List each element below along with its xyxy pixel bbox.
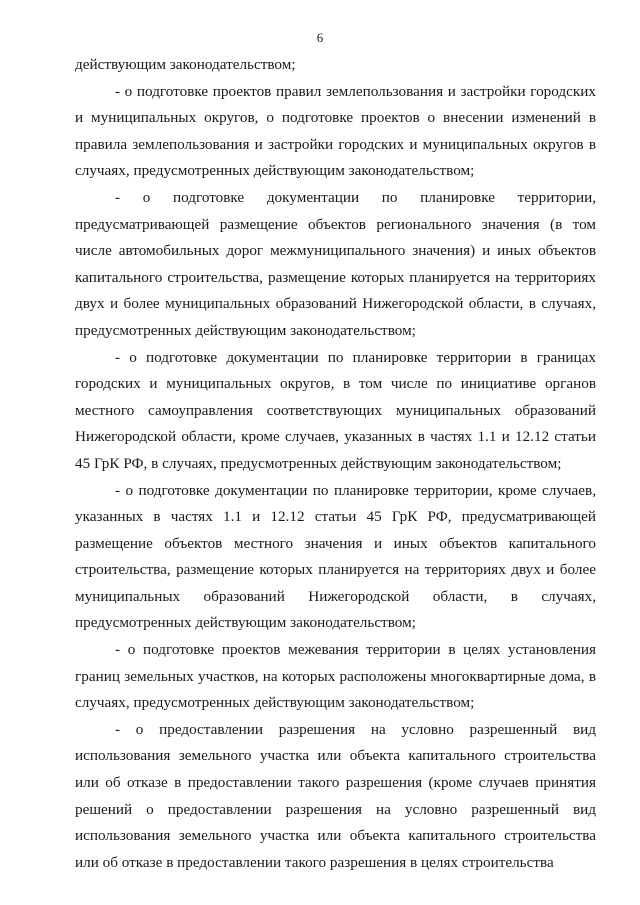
page-number: 6 — [316, 30, 324, 45]
document-body — [75, 52, 596, 876]
paragraph-continuation: действующим законодательством; — [75, 56, 296, 73]
paragraph-local-planning: - о подготовке документации по планировке территории, кроме случаев, указанных в частях 1.1 и 12.12 статьи 45 ГрК РФ, предусматривающей размещение объектов местного значения и иных объектов капитального строительства, размещение которых планируется на территориях двух и более муниципальных образований Нижегородской области, в случаях, предусмотренных действующим законодательством; — [75, 481, 596, 632]
paragraph-district-planning: - о подготовке документации по планировке территории в границах городских и муниципальных округов, в том числе по инициативе органов местного самоуправления соответствующих муниципальных образований Нижегородской области, кроме случаев, указанных в частях 1.1 и 12.12 статьи 45 ГрК РФ, в случаях, предусмотренных действующим законодательством; — [75, 348, 596, 472]
paragraph-land-use-rules: - о подготовке проектов правил землепользования и застройки городских и муниципальных округов, о подготовке проектов о внесении изменений в правила землепользования и застройки городских и муниципальных округов в случаях, предусмотренных действующим законодательством; — [75, 82, 596, 180]
paragraph-regional-planning: - о подготовке документации по планировке территории, предусматривающей размещение объектов регионального значения (в том числе автомобильных дорог межмуниципального значения) и иных объектов капитального строительства, размещение которых планируется на территориях двух и более муниципальных образований Нижегородской области, в случаях, предусмотренных действующим законодательством; — [75, 188, 596, 339]
paragraph-conditional-use: - о предоставлении разрешения на условно разрешенный вид использования земельного участка или объекта капитального строительства или об отказе в предоставлении такого разрешения (кроме случаев принятия решений о предоставлении разрешения на условно разрешенный вид использования земельного участка или объекта капитального строительства или об отказе в предоставлении такого разрешения в целях строительства — [75, 720, 596, 871]
paragraph-land-survey: - о подготовке проектов межевания территории в целях установления границ земельных участков, на которых расположены многоквартирные дома, в случаях, предусмотренных действующим законодательством; — [75, 641, 596, 712]
